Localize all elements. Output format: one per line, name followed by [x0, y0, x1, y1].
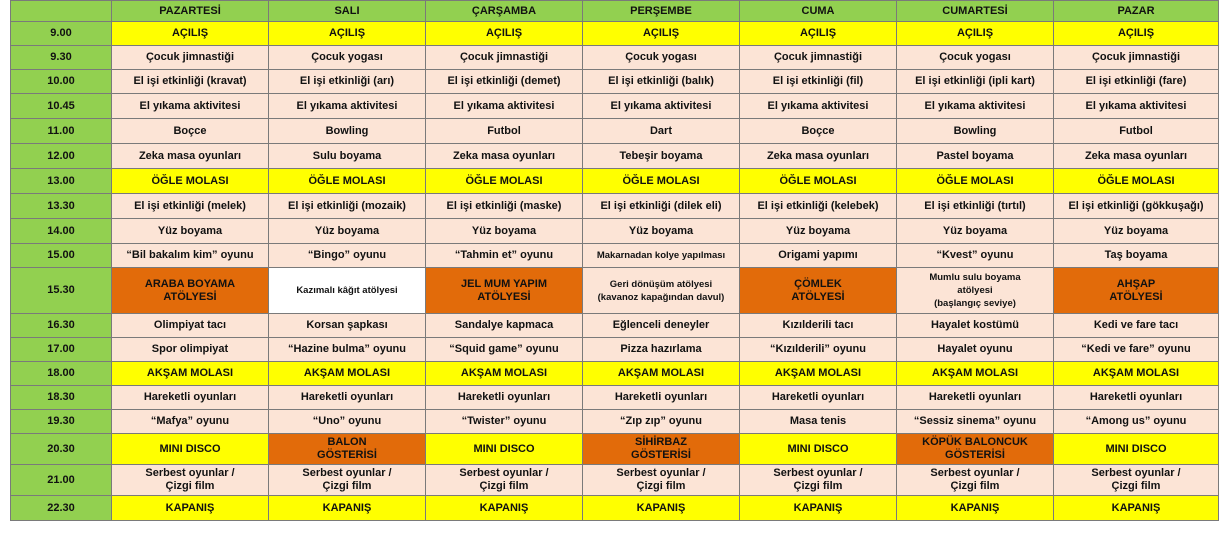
schedule-row [11, 169, 1219, 194]
activity-line: ATÖLYESİ [477, 290, 531, 303]
activity-cell [740, 268, 897, 314]
activity-cell: “Hazine bulma” oyunu [269, 338, 426, 362]
time-cell: 18.00 [11, 362, 112, 386]
activity-line: Çizgi film [479, 480, 529, 492]
activity-cell: Çocuk jimnastiği [112, 46, 269, 70]
time-cell: 13.30 [11, 194, 112, 219]
activity-cell: El yıkama aktivitesi [269, 94, 426, 119]
activity-line: Çizgi film [793, 480, 843, 492]
activity-cell: El işi etkinliği (mozaik) [269, 194, 426, 219]
activity-line: BALON [327, 436, 367, 448]
activity-cell: KAPANIŞ [269, 496, 426, 521]
schedule-row [11, 22, 1219, 46]
activity-cell: AÇILIŞ [897, 22, 1054, 46]
activity-cell: El işi etkinliği (melek) [112, 194, 269, 219]
time-cell: 16.30 [11, 314, 112, 338]
time-cell: 13.00 [11, 169, 112, 194]
activity-cell: “Zıp zıp” oyunu [583, 410, 740, 434]
schedule-row [11, 46, 1219, 70]
activity-cell: Boçce [740, 119, 897, 144]
time-cell: 10.45 [11, 94, 112, 119]
schedule-row [11, 194, 1219, 219]
activity-cell: Yüz boyama [897, 219, 1054, 244]
activity-cell: AÇILIŞ [112, 22, 269, 46]
activity-line: GÖSTERİSİ [631, 449, 691, 461]
activity-cell: Hareketli oyunları [583, 386, 740, 410]
activity-line: Mumlu sulu boyama [929, 272, 1021, 283]
schedule-row [11, 94, 1219, 119]
activity-cell: Korsan şapkası [269, 314, 426, 338]
day-header: CUMA [740, 1, 897, 22]
activity-cell [1054, 465, 1219, 496]
activity-cell: ÖĞLE MOLASI [897, 169, 1054, 194]
activity-cell: El işi etkinliği (balık) [583, 70, 740, 94]
activity-cell: ÖĞLE MOLASI [583, 169, 740, 194]
activity-cell: “Bingo” oyunu [269, 244, 426, 268]
time-cell: 12.00 [11, 144, 112, 169]
activity-cell: El yıkama aktivitesi [740, 94, 897, 119]
activity-cell: Boçce [112, 119, 269, 144]
activity-cell: “Tahmin et” oyunu [426, 244, 583, 268]
activity-cell [740, 465, 897, 496]
schedule-body [11, 22, 1219, 521]
activity-cell: ÖĞLE MOLASI [1054, 169, 1219, 194]
activity-cell: El işi etkinliği (arı) [269, 70, 426, 94]
time-cell: 10.00 [11, 70, 112, 94]
activity-line: Serbest oyunlar / [302, 467, 392, 479]
activity-cell [426, 465, 583, 496]
activity-cell: KAPANIŞ [740, 496, 897, 521]
schedule-row [11, 119, 1219, 144]
activity-cell: Hareketli oyunları [897, 386, 1054, 410]
schedule-row [11, 465, 1219, 496]
activity-cell [112, 465, 269, 496]
activity-cell: Zeka masa oyunları [740, 144, 897, 169]
activity-cell: El işi etkinliği (demet) [426, 70, 583, 94]
schedule-row [11, 496, 1219, 521]
activity-line: atölyesi [957, 285, 993, 296]
activity-cell: Futbol [426, 119, 583, 144]
activity-line: ARABA BOYAMA [144, 277, 236, 290]
activity-cell: Makarnadan kolye yapılması [583, 244, 740, 268]
activity-cell: El yıkama aktivitesi [112, 94, 269, 119]
activity-cell: ÖĞLE MOLASI [426, 169, 583, 194]
activity-cell: Zeka masa oyunları [426, 144, 583, 169]
corner-cell [11, 1, 112, 22]
activity-line: JEL MUM YAPIM [461, 277, 547, 290]
activity-cell: El işi etkinliği (kelebek) [740, 194, 897, 219]
time-cell: 17.00 [11, 338, 112, 362]
activity-cell: AKŞAM MOLASI [426, 362, 583, 386]
activity-cell: El yıkama aktivitesi [583, 94, 740, 119]
activity-cell: El işi etkinliği (gökkuşağı) [1054, 194, 1219, 219]
activity-line: Çizgi film [636, 480, 686, 492]
activity-line: (başlangıç seviye) [934, 298, 1016, 309]
time-cell: 21.00 [11, 465, 112, 496]
activity-cell: MINI DISCO [426, 434, 583, 465]
activity-cell: KAPANIŞ [1054, 496, 1219, 521]
activity-line: Serbest oyunlar / [773, 467, 863, 479]
schedule-row [11, 219, 1219, 244]
activity-cell: MINI DISCO [112, 434, 269, 465]
activity-cell: Futbol [1054, 119, 1219, 144]
activity-line: AHŞAP [1116, 277, 1156, 290]
activity-cell: Taş boyama [1054, 244, 1219, 268]
activity-cell [269, 434, 426, 465]
activity-cell: KAPANIŞ [426, 496, 583, 521]
activity-cell: Yüz boyama [740, 219, 897, 244]
activity-cell: Yüz boyama [269, 219, 426, 244]
activity-cell [583, 268, 740, 314]
activity-cell: AÇILIŞ [740, 22, 897, 46]
day-header: CUMARTESİ [897, 1, 1054, 22]
activity-cell [583, 434, 740, 465]
activity-cell [426, 268, 583, 314]
activity-cell: Yüz boyama [426, 219, 583, 244]
activity-line: ÇÖMLEK [794, 277, 842, 290]
activity-cell: Olimpiyat tacı [112, 314, 269, 338]
day-header: ÇARŞAMBA [426, 1, 583, 22]
activity-cell: El işi etkinliği (fare) [1054, 70, 1219, 94]
activity-line: ATÖLYESİ [1109, 290, 1163, 303]
activity-cell: Zeka masa oyunları [112, 144, 269, 169]
activity-line: Serbest oyunlar / [459, 467, 549, 479]
activity-cell: KAPANIŞ [583, 496, 740, 521]
activity-cell: Tebeşir boyama [583, 144, 740, 169]
activity-cell: Hareketli oyunları [740, 386, 897, 410]
time-cell: 9.00 [11, 22, 112, 46]
activity-cell: AKŞAM MOLASI [112, 362, 269, 386]
activity-line: Serbest oyunlar / [616, 467, 706, 479]
activity-line: ATÖLYESİ [791, 290, 845, 303]
time-cell: 15.00 [11, 244, 112, 268]
activity-cell: Kazımalı kâğıt atölyesi [269, 268, 426, 314]
schedule-row [11, 244, 1219, 268]
activity-cell: “Kedi ve fare” oyunu [1054, 338, 1219, 362]
activity-cell [897, 465, 1054, 496]
time-cell: 22.30 [11, 496, 112, 521]
schedule-row [11, 362, 1219, 386]
activity-cell: AKŞAM MOLASI [1054, 362, 1219, 386]
schedule-row [11, 410, 1219, 434]
activity-line: Serbest oyunlar / [145, 467, 235, 479]
activity-line: Çizgi film [165, 480, 215, 492]
activity-cell: Origami yapımı [740, 244, 897, 268]
activity-line: Serbest oyunlar / [1091, 467, 1181, 479]
activity-cell: Yüz boyama [1054, 219, 1219, 244]
activity-cell [897, 434, 1054, 465]
activity-cell: Masa tenis [740, 410, 897, 434]
activity-cell: El yıkama aktivitesi [897, 94, 1054, 119]
activity-cell: MINI DISCO [740, 434, 897, 465]
activity-cell [112, 268, 269, 314]
activity-cell: “Squid game” oyunu [426, 338, 583, 362]
time-cell: 15.30 [11, 268, 112, 314]
activity-cell: Hareketli oyunları [1054, 386, 1219, 410]
activity-cell: Spor olimpiyat [112, 338, 269, 362]
day-header: PAZAR [1054, 1, 1219, 22]
time-cell: 20.30 [11, 434, 112, 465]
day-header: SALI [269, 1, 426, 22]
schedule-row [11, 268, 1219, 314]
activity-line: Çizgi film [322, 480, 372, 492]
schedule-table [10, 0, 1219, 521]
activity-cell: AÇILIŞ [269, 22, 426, 46]
activity-cell: Çocuk yogası [269, 46, 426, 70]
activity-cell: ÖĞLE MOLASI [269, 169, 426, 194]
activity-cell: Pastel boyama [897, 144, 1054, 169]
activity-cell: Hareketli oyunları [269, 386, 426, 410]
activity-cell [583, 465, 740, 496]
time-cell: 14.00 [11, 219, 112, 244]
schedule-row [11, 338, 1219, 362]
activity-cell: ÖĞLE MOLASI [112, 169, 269, 194]
activity-line: Çizgi film [950, 480, 1000, 492]
time-cell: 19.30 [11, 410, 112, 434]
activity-cell [1054, 268, 1219, 314]
activity-cell: Hareketli oyunları [426, 386, 583, 410]
activity-cell: Hayalet kostümü [897, 314, 1054, 338]
schedule-row [11, 386, 1219, 410]
activity-line: Çizgi film [1111, 480, 1161, 492]
activity-cell: Sulu boyama [269, 144, 426, 169]
activity-cell: AÇILIŞ [583, 22, 740, 46]
activity-cell: KAPANIŞ [897, 496, 1054, 521]
activity-cell: “Kızılderili” oyunu [740, 338, 897, 362]
activity-cell: El yıkama aktivitesi [426, 94, 583, 119]
activity-cell: AKŞAM MOLASI [897, 362, 1054, 386]
activity-cell: MINI DISCO [1054, 434, 1219, 465]
activity-line: (kavanoz kapağından davul) [597, 291, 725, 303]
activity-cell: Çocuk yogası [583, 46, 740, 70]
schedule-row [11, 144, 1219, 169]
activity-cell: Kedi ve fare tacı [1054, 314, 1219, 338]
activity-cell: “Among us” oyunu [1054, 410, 1219, 434]
activity-cell: AKŞAM MOLASI [583, 362, 740, 386]
activity-cell: Zeka masa oyunları [1054, 144, 1219, 169]
activity-cell: “Twister” oyunu [426, 410, 583, 434]
time-cell: 11.00 [11, 119, 112, 144]
activity-line: GÖSTERİSİ [945, 449, 1005, 461]
activity-cell: El işi etkinliği (dilek eli) [583, 194, 740, 219]
time-cell: 18.30 [11, 386, 112, 410]
activity-cell: El işi etkinliği (maske) [426, 194, 583, 219]
activity-cell [897, 268, 1054, 314]
activity-cell: Çocuk jimnastiği [1054, 46, 1219, 70]
activity-cell: Dart [583, 119, 740, 144]
activity-cell: “Sessiz sinema” oyunu [897, 410, 1054, 434]
activity-cell: ÖĞLE MOLASI [740, 169, 897, 194]
activity-cell: Hayalet oyunu [897, 338, 1054, 362]
activity-cell: El işi etkinliği (tırtıl) [897, 194, 1054, 219]
activity-cell: Eğlenceli deneyler [583, 314, 740, 338]
activity-cell: Çocuk jimnastiği [740, 46, 897, 70]
activity-line: Geri dönüşüm atölyesi [609, 278, 713, 290]
activity-cell: Yüz boyama [112, 219, 269, 244]
activity-cell: “Uno” oyunu [269, 410, 426, 434]
activity-cell: “Kvest” oyunu [897, 244, 1054, 268]
activity-cell: El işi etkinliği (kravat) [112, 70, 269, 94]
activity-cell: Bowling [897, 119, 1054, 144]
schedule-row [11, 434, 1219, 465]
activity-cell: “Mafya” oyunu [112, 410, 269, 434]
activity-cell: Çocuk yogası [897, 46, 1054, 70]
activity-line: ATÖLYESİ [163, 290, 217, 303]
time-cell: 9.30 [11, 46, 112, 70]
activity-cell: AÇILIŞ [426, 22, 583, 46]
activity-cell: Sandalye kapmaca [426, 314, 583, 338]
activity-cell: Çocuk jimnastiği [426, 46, 583, 70]
header-row [11, 1, 1219, 22]
activity-cell: Pizza hazırlama [583, 338, 740, 362]
activity-cell: El yıkama aktivitesi [1054, 94, 1219, 119]
activity-line: KÖPÜK BALONCUK [922, 436, 1028, 448]
activity-cell: Bowling [269, 119, 426, 144]
day-header: PERŞEMBE [583, 1, 740, 22]
activity-cell: AÇILIŞ [1054, 22, 1219, 46]
schedule-row [11, 314, 1219, 338]
activity-cell [269, 465, 426, 496]
activity-cell: “Bil bakalım kim” oyunu [112, 244, 269, 268]
activity-line: GÖSTERİSİ [317, 449, 377, 461]
activity-cell: AKŞAM MOLASI [269, 362, 426, 386]
activity-line: SİHİRBAZ [635, 436, 687, 448]
activity-cell: El işi etkinliği (fil) [740, 70, 897, 94]
activity-cell: Kızılderili tacı [740, 314, 897, 338]
activity-cell: AKŞAM MOLASI [740, 362, 897, 386]
day-header: PAZARTESİ [112, 1, 269, 22]
activity-cell: Yüz boyama [583, 219, 740, 244]
schedule-row [11, 70, 1219, 94]
activity-cell: KAPANIŞ [112, 496, 269, 521]
activity-line: Serbest oyunlar / [930, 467, 1020, 479]
activity-cell: El işi etkinliği (ipli kart) [897, 70, 1054, 94]
activity-cell: Hareketli oyunları [112, 386, 269, 410]
